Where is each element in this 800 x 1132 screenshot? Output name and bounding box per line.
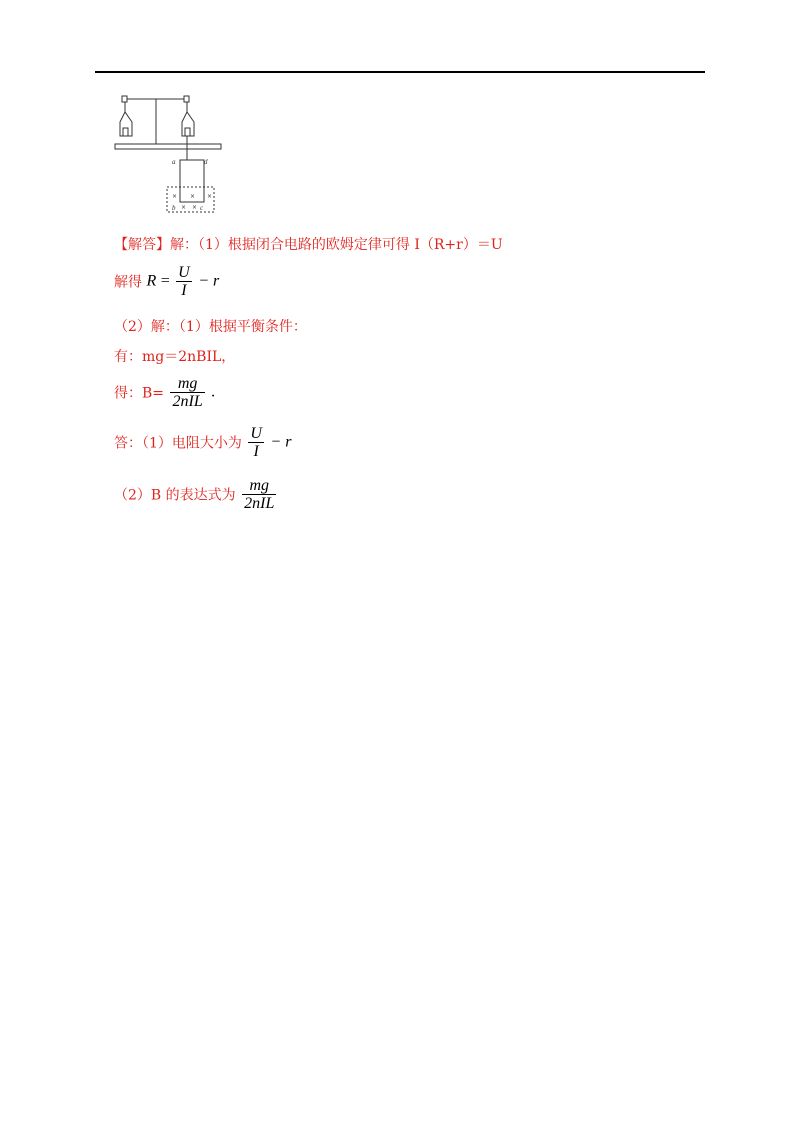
frac-denominator: I — [248, 442, 264, 460]
balance-circuit-figure — [112, 92, 222, 218]
field-cross: × — [172, 193, 178, 200]
minus-r: − r — [270, 433, 292, 451]
fraction-mg-over-2nIL — [170, 375, 204, 410]
label-c: c — [200, 204, 204, 212]
frac-numerator: mg — [177, 375, 198, 392]
answer-line-5 — [114, 375, 215, 410]
frac-denominator: I — [176, 281, 192, 299]
label-b: b — [172, 204, 176, 212]
label-d: d — [204, 158, 208, 166]
answer2-prefix: （2）B 的表达式为 — [114, 487, 236, 504]
answer-line-7 — [114, 477, 278, 512]
field-cross: × — [190, 193, 196, 200]
answer-line-6 — [114, 425, 291, 460]
frac-denominator: 2nIL — [172, 393, 203, 410]
equals-sign: = — [160, 272, 170, 290]
label-a: a — [172, 158, 176, 166]
header-rule — [95, 71, 705, 73]
frac-numerator: U — [178, 264, 190, 281]
answer-line-1 — [114, 234, 503, 254]
answer-intro: 解：（1）根据闭合电路的欧姆定律可得 I（R+r）＝U — [170, 237, 503, 253]
solve-prefix: 解得 — [114, 274, 142, 291]
frac-numerator: U — [250, 425, 262, 442]
var-R: R — [146, 272, 157, 290]
fraction-U-over-I — [176, 264, 192, 299]
field-cross: × — [207, 193, 213, 200]
fraction-mg-over-2nIL — [242, 477, 276, 512]
frac-denominator: 2nIL — [244, 495, 275, 512]
get-prefix: 得：B= — [114, 385, 165, 402]
part2-text: （2）解：（1）根据平衡条件： — [114, 319, 307, 335]
minus-r: − r — [198, 272, 220, 290]
fraction-U-over-I — [248, 425, 264, 460]
answer-tag: 【解答】 — [114, 237, 170, 253]
answer-line-4 — [114, 346, 235, 366]
answer-prefix: 答：（1）电阻大小为 — [114, 435, 242, 452]
answer-line-3 — [114, 316, 307, 336]
have-text: 有：mg＝2nBIL， — [114, 349, 236, 365]
field-cross: × — [181, 204, 187, 211]
field-cross: × — [192, 204, 198, 211]
period: . — [211, 383, 216, 401]
frac-numerator: mg — [249, 477, 269, 494]
answer-line-2 — [114, 264, 219, 299]
